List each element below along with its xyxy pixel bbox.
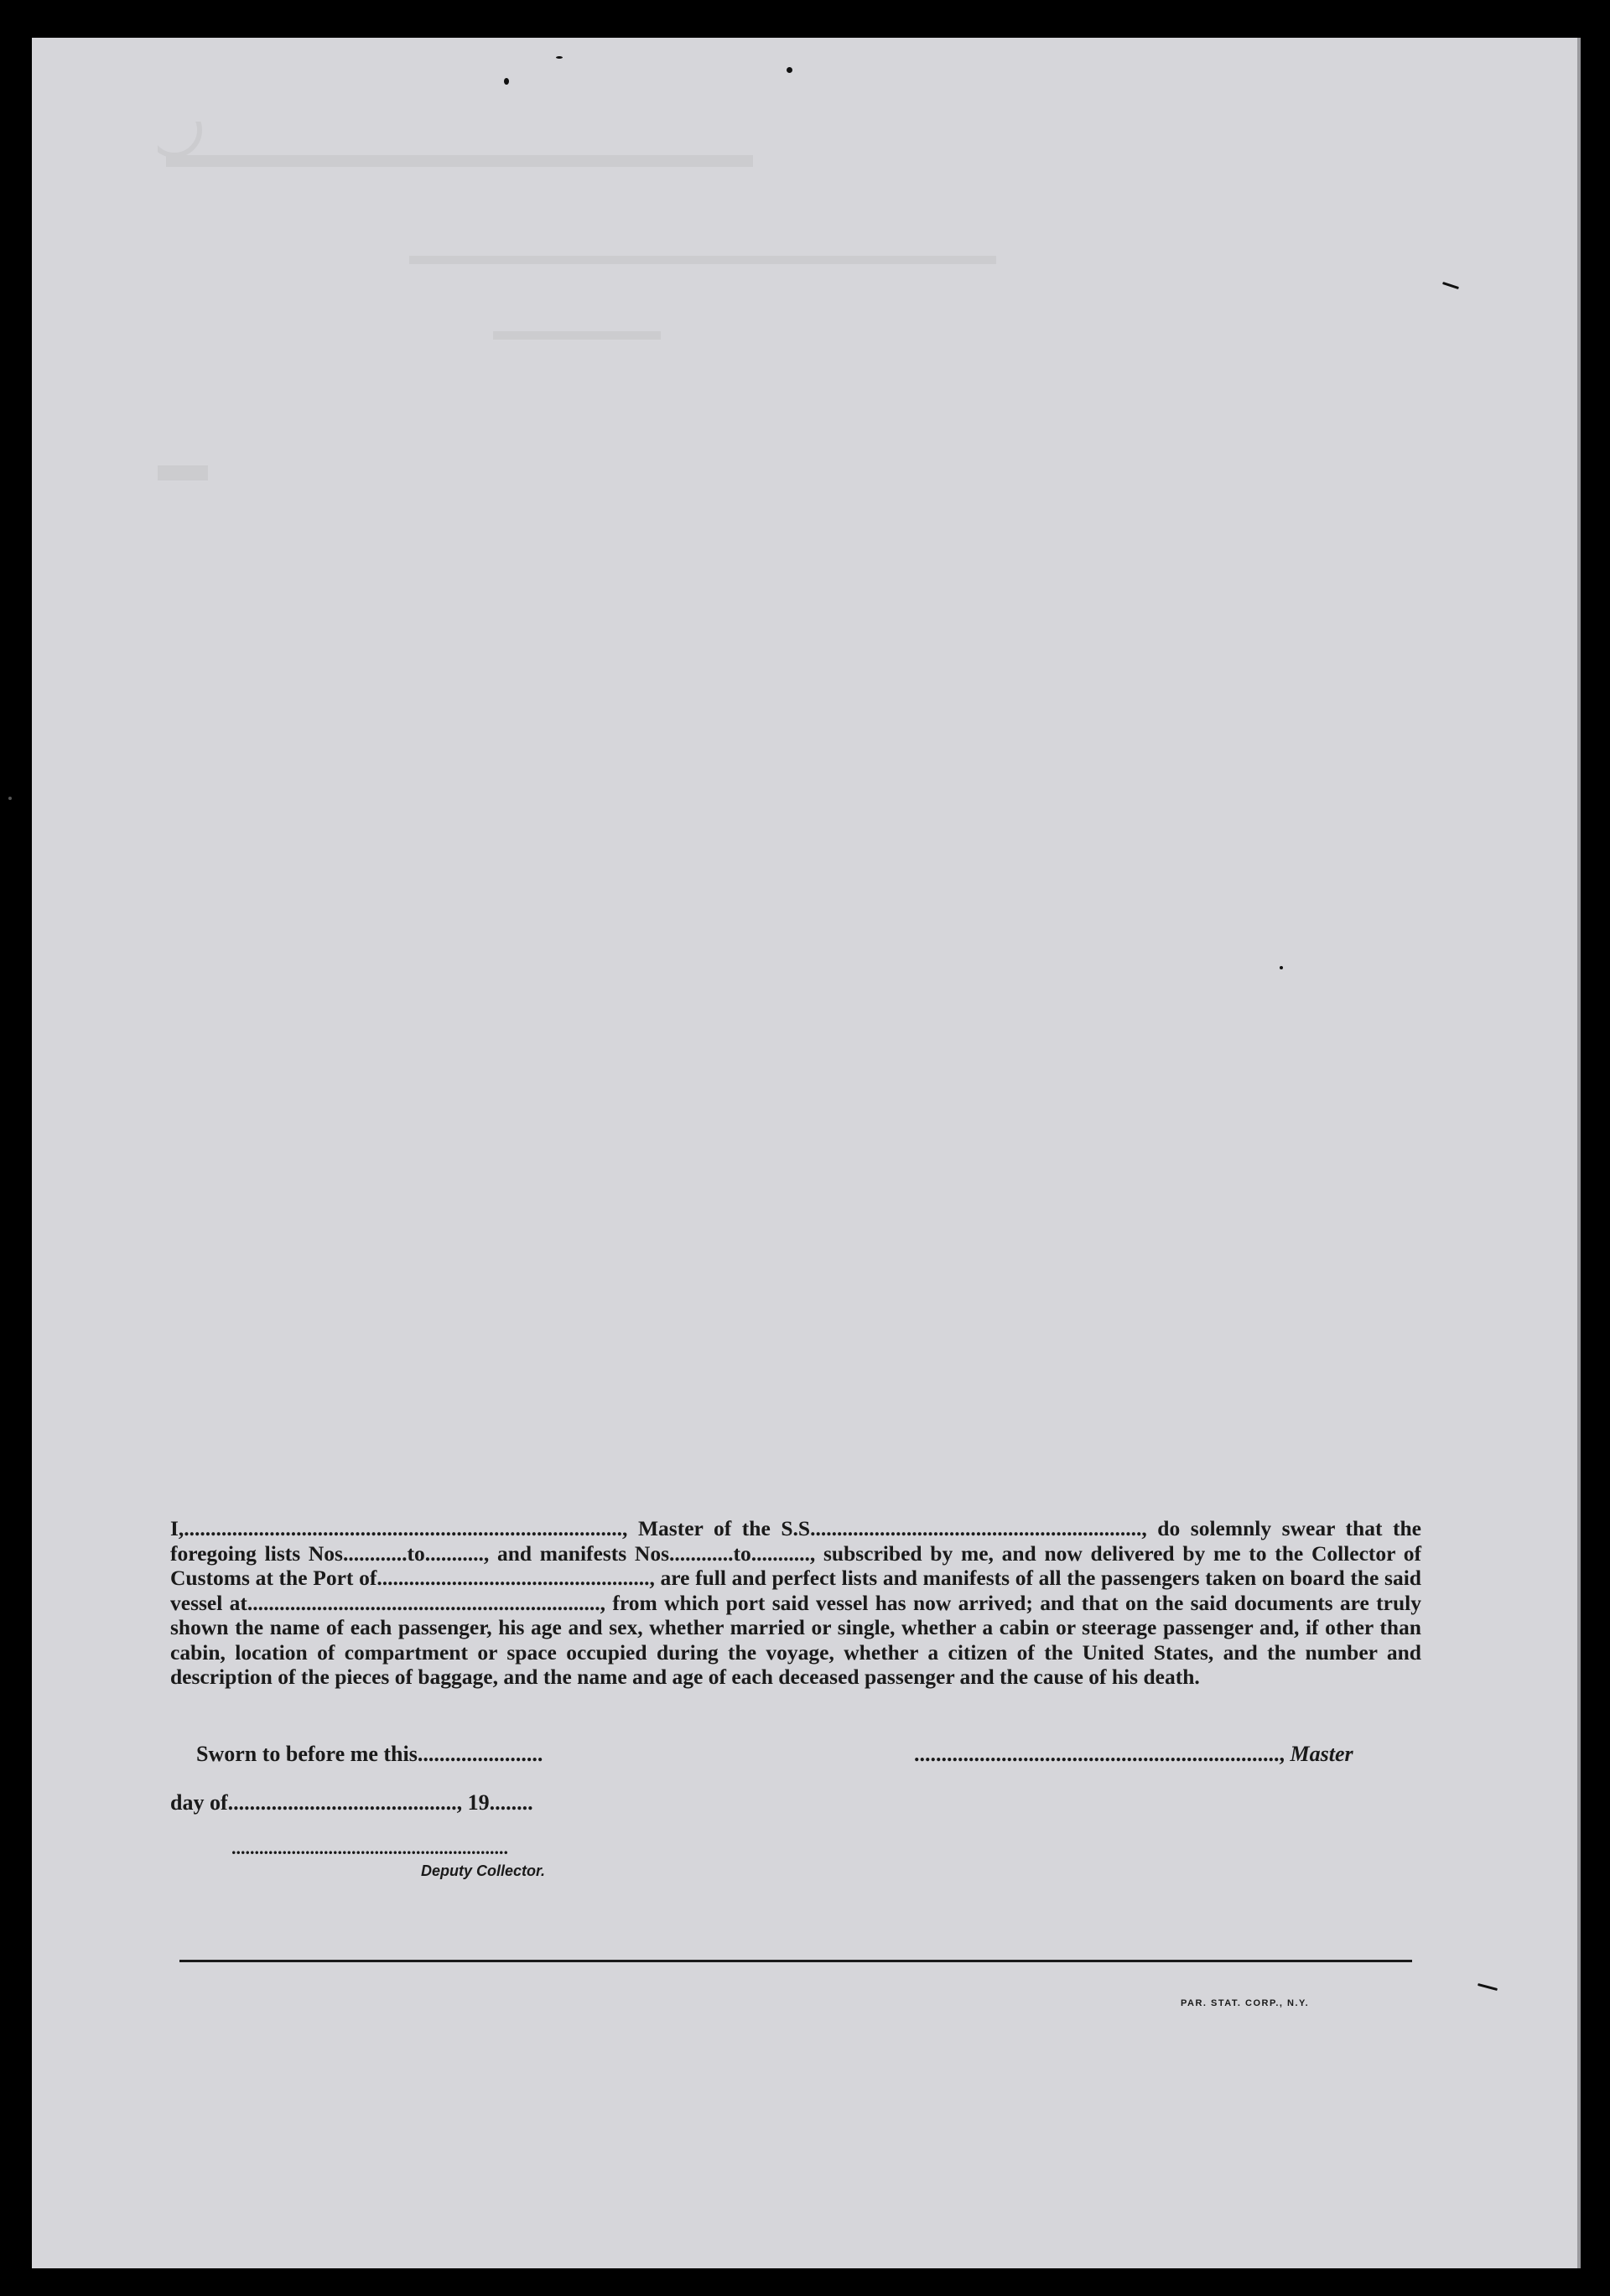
master-label: Master — [1290, 1742, 1353, 1766]
scan-speck — [1442, 282, 1459, 289]
form-sheet — [32, 38, 1581, 2268]
bottom-rule — [179, 1960, 1412, 1962]
deputy-collector-label: Deputy Collector. — [421, 1862, 546, 1879]
sworn-line: Sworn to before me this....................... — [196, 1742, 543, 1766]
master-dots: ..................................................................., — [914, 1742, 1285, 1766]
day-line: day of.........................................., 19........ — [170, 1790, 533, 1815]
printer-mark: PAR. STAT. CORP., N.Y. — [1181, 1998, 1310, 2008]
master-signature-line — [914, 1742, 1353, 1767]
deputy-collector-dots: ............................................................ — [231, 1837, 508, 1858]
scan-speck — [8, 797, 12, 800]
scan-speck — [1280, 966, 1283, 969]
scan-speck — [787, 67, 792, 73]
scan-speck — [556, 56, 563, 59]
scan-speck — [504, 78, 509, 85]
oath-text: I,.................................................................................., Master of the S.S.............................................................., do solemnly swear that the foregoing lists Nos............to..........., and manifests Nos............to..........., subscribed by me, and now delivered by me to the Collector of Customs at the Port of..................................................., are full and perfect lists and manifests of all the passengers taken on board the said vessel at.................................................................., from which port said vessel has now arrived; and that on the said documents are truly shown the name of each passenger, his age and sex, whether married or single, whether a cabin or steerage passenger and, if other than cabin, location of compartment or space occupied during the voyage, whether a citizen of the United States, and the number and description of the pieces of baggage, and the name and age of each deceased passenger and the cause of his death. — [170, 1516, 1421, 1689]
bleed-through-marks — [158, 122, 1248, 541]
